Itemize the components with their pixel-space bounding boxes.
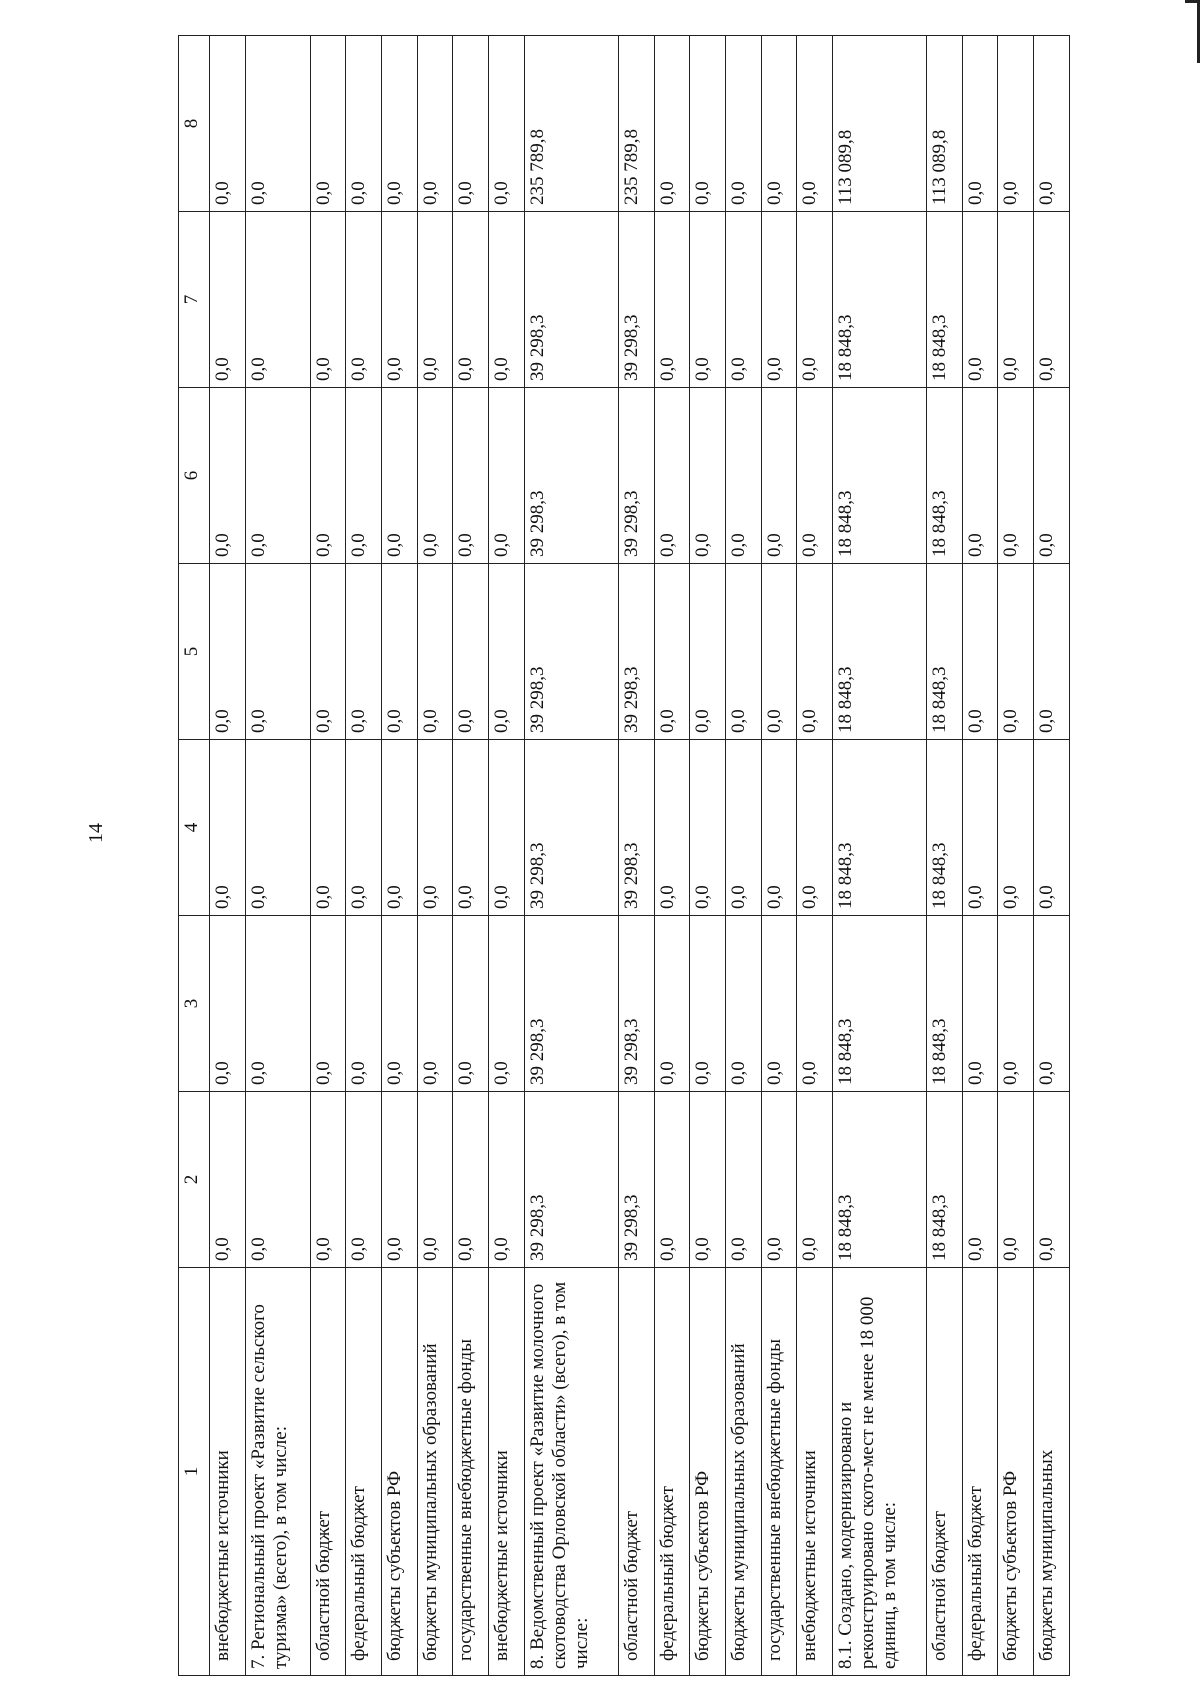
value-cell: 0,0 <box>1034 740 1070 916</box>
value-cell: 0,0 <box>417 564 453 740</box>
value-cell: 0,0 <box>381 1092 417 1268</box>
value-cell: 0,0 <box>310 1092 346 1268</box>
value-cell: 0,0 <box>654 388 690 564</box>
row-label: внебюджетные источники <box>210 1268 246 1676</box>
value-cell: 0,0 <box>310 212 346 388</box>
value-cell: 0,0 <box>245 388 310 564</box>
value-cell: 0,0 <box>1034 564 1070 740</box>
value-cell: 0,0 <box>1034 388 1070 564</box>
row-label: 7. Региональный проект «Развитие сельского туризма» (всего), в том числе: <box>245 1268 310 1676</box>
value-cell: 0,0 <box>417 36 453 212</box>
rotated-table-container <box>178 36 1070 1676</box>
value-cell: 39 298,3 <box>524 388 618 564</box>
value-cell: 0,0 <box>310 740 346 916</box>
value-cell: 0,0 <box>310 36 346 212</box>
value-cell: 0,0 <box>453 36 489 212</box>
value-cell: 0,0 <box>998 916 1034 1092</box>
value-cell: 18 848,3 <box>927 916 963 1092</box>
value-cell: 0,0 <box>1034 36 1070 212</box>
row-label: 8.1. Создано, модернизировано и реконструировано ското-мест не менее 18 000 единиц, в том числе: <box>833 1268 927 1676</box>
value-cell: 0,0 <box>1034 1092 1070 1268</box>
table-row <box>417 36 453 1676</box>
page-number: 14 <box>85 823 107 843</box>
value-cell: 0,0 <box>381 388 417 564</box>
value-cell: 0,0 <box>489 212 525 388</box>
value-cell: 0,0 <box>998 740 1034 916</box>
header-row <box>179 36 210 1676</box>
value-cell: 18 848,3 <box>927 564 963 740</box>
value-cell: 235 789,8 <box>618 36 654 212</box>
value-cell: 0,0 <box>725 740 761 916</box>
value-cell: 18 848,3 <box>927 212 963 388</box>
value-cell: 0,0 <box>310 388 346 564</box>
value-cell: 0,0 <box>210 388 246 564</box>
value-cell: 0,0 <box>453 212 489 388</box>
value-cell: 0,0 <box>761 916 797 1092</box>
header-cell: 6 <box>179 388 210 564</box>
value-cell: 0,0 <box>998 212 1034 388</box>
table-row <box>453 36 489 1676</box>
value-cell: 39 298,3 <box>618 1092 654 1268</box>
row-label: внебюджетные источники <box>797 1268 833 1676</box>
value-cell: 0,0 <box>489 740 525 916</box>
header-cell: 7 <box>179 212 210 388</box>
value-cell: 39 298,3 <box>618 564 654 740</box>
value-cell: 0,0 <box>962 212 998 388</box>
value-cell: 0,0 <box>725 36 761 212</box>
value-cell: 18 848,3 <box>833 564 927 740</box>
value-cell: 0,0 <box>690 212 726 388</box>
table-row <box>210 36 246 1676</box>
value-cell: 0,0 <box>245 212 310 388</box>
value-cell: 0,0 <box>962 1092 998 1268</box>
row-label: бюджеты муниципальных <box>1034 1268 1070 1676</box>
value-cell: 39 298,3 <box>618 740 654 916</box>
table-row <box>1034 36 1070 1676</box>
table-row <box>927 36 963 1676</box>
value-cell: 0,0 <box>346 1092 382 1268</box>
value-cell: 0,0 <box>761 388 797 564</box>
value-cell: 0,0 <box>998 1092 1034 1268</box>
value-cell: 18 848,3 <box>833 1092 927 1268</box>
value-cell: 0,0 <box>998 388 1034 564</box>
value-cell: 0,0 <box>654 212 690 388</box>
value-cell: 39 298,3 <box>618 388 654 564</box>
header-cell: 4 <box>179 740 210 916</box>
value-cell: 0,0 <box>417 212 453 388</box>
budget-table <box>178 35 1070 1676</box>
header-cell: 8 <box>179 36 210 212</box>
table-row <box>346 36 382 1676</box>
value-cell: 18 848,3 <box>927 740 963 916</box>
value-cell: 0,0 <box>346 212 382 388</box>
value-cell: 0,0 <box>489 916 525 1092</box>
value-cell: 0,0 <box>381 36 417 212</box>
value-cell: 0,0 <box>690 36 726 212</box>
value-cell: 0,0 <box>761 212 797 388</box>
value-cell: 0,0 <box>962 388 998 564</box>
table-row <box>761 36 797 1676</box>
row-label: бюджеты субъектов РФ <box>381 1268 417 1676</box>
value-cell: 0,0 <box>654 564 690 740</box>
row-label: государственные внебюджетные фонды <box>453 1268 489 1676</box>
value-cell: 0,0 <box>690 916 726 1092</box>
value-cell: 0,0 <box>310 916 346 1092</box>
header-cell: 5 <box>179 564 210 740</box>
value-cell: 0,0 <box>725 916 761 1092</box>
value-cell: 0,0 <box>690 388 726 564</box>
value-cell: 0,0 <box>210 564 246 740</box>
value-cell: 0,0 <box>797 388 833 564</box>
value-cell: 0,0 <box>453 1092 489 1268</box>
value-cell: 0,0 <box>761 36 797 212</box>
table-row <box>797 36 833 1676</box>
value-cell: 0,0 <box>417 740 453 916</box>
value-cell: 0,0 <box>489 36 525 212</box>
value-cell: 0,0 <box>962 916 998 1092</box>
row-label: бюджеты муниципальных образований <box>417 1268 453 1676</box>
value-cell: 0,0 <box>797 1092 833 1268</box>
value-cell: 39 298,3 <box>524 212 618 388</box>
value-cell: 18 848,3 <box>833 388 927 564</box>
value-cell: 0,0 <box>725 564 761 740</box>
value-cell: 0,0 <box>210 36 246 212</box>
value-cell: 0,0 <box>346 564 382 740</box>
value-cell: 0,0 <box>962 36 998 212</box>
value-cell: 0,0 <box>210 740 246 916</box>
row-label: бюджеты муниципальных образований <box>725 1268 761 1676</box>
value-cell: 0,0 <box>962 564 998 740</box>
value-cell: 0,0 <box>381 916 417 1092</box>
value-cell: 0,0 <box>654 1092 690 1268</box>
value-cell: 0,0 <box>346 740 382 916</box>
table-row <box>833 36 927 1676</box>
table-body <box>210 36 1070 1676</box>
table-row <box>310 36 346 1676</box>
row-label: бюджеты субъектов РФ <box>690 1268 726 1676</box>
value-cell: 0,0 <box>725 1092 761 1268</box>
value-cell: 0,0 <box>998 564 1034 740</box>
value-cell: 0,0 <box>761 1092 797 1268</box>
value-cell: 18 848,3 <box>927 388 963 564</box>
value-cell: 0,0 <box>453 388 489 564</box>
value-cell: 0,0 <box>797 212 833 388</box>
row-label: федеральный бюджет <box>654 1268 690 1676</box>
value-cell: 18 848,3 <box>927 1092 963 1268</box>
value-cell: 0,0 <box>690 564 726 740</box>
value-cell: 0,0 <box>690 1092 726 1268</box>
value-cell: 0,0 <box>453 564 489 740</box>
value-cell: 0,0 <box>797 916 833 1092</box>
value-cell: 0,0 <box>489 388 525 564</box>
value-cell: 235 789,8 <box>524 36 618 212</box>
value-cell: 0,0 <box>761 564 797 740</box>
value-cell: 18 848,3 <box>833 916 927 1092</box>
table-row <box>725 36 761 1676</box>
value-cell: 0,0 <box>654 36 690 212</box>
value-cell: 0,0 <box>245 916 310 1092</box>
value-cell: 39 298,3 <box>618 916 654 1092</box>
value-cell: 0,0 <box>381 564 417 740</box>
value-cell: 0,0 <box>310 564 346 740</box>
value-cell: 0,0 <box>245 740 310 916</box>
header-cell: 3 <box>179 916 210 1092</box>
value-cell: 0,0 <box>654 740 690 916</box>
value-cell: 0,0 <box>761 740 797 916</box>
table-row <box>962 36 998 1676</box>
value-cell: 0,0 <box>245 1092 310 1268</box>
value-cell: 0,0 <box>245 564 310 740</box>
value-cell: 0,0 <box>417 1092 453 1268</box>
value-cell: 0,0 <box>489 564 525 740</box>
row-label: областной бюджет <box>310 1268 346 1676</box>
value-cell: 0,0 <box>346 388 382 564</box>
row-label: 8. Ведомственный проект «Развитие молочного скотоводства Орловской области» (всего), в том числе: <box>524 1268 618 1676</box>
value-cell: 39 298,3 <box>524 740 618 916</box>
value-cell: 39 298,3 <box>524 564 618 740</box>
value-cell: 0,0 <box>346 36 382 212</box>
value-cell: 0,0 <box>998 36 1034 212</box>
value-cell: 39 298,3 <box>524 1092 618 1268</box>
value-cell: 0,0 <box>797 36 833 212</box>
row-label: внебюджетные источники <box>489 1268 525 1676</box>
value-cell: 18 848,3 <box>833 740 927 916</box>
value-cell: 0,0 <box>210 212 246 388</box>
row-label: областной бюджет <box>618 1268 654 1676</box>
table-row <box>998 36 1034 1676</box>
table-row <box>618 36 654 1676</box>
row-label: бюджеты субъектов РФ <box>998 1268 1034 1676</box>
value-cell: 18 848,3 <box>833 212 927 388</box>
page-corner-mark <box>1185 0 1200 63</box>
value-cell: 0,0 <box>1034 916 1070 1092</box>
value-cell: 0,0 <box>210 916 246 1092</box>
row-label: федеральный бюджет <box>962 1268 998 1676</box>
value-cell: 0,0 <box>245 36 310 212</box>
value-cell: 0,0 <box>725 212 761 388</box>
value-cell: 39 298,3 <box>524 916 618 1092</box>
table-row <box>524 36 618 1676</box>
table-row <box>489 36 525 1676</box>
value-cell: 0,0 <box>1034 212 1070 388</box>
header-cell: 1 <box>179 1268 210 1676</box>
value-cell: 0,0 <box>453 740 489 916</box>
value-cell: 0,0 <box>381 212 417 388</box>
value-cell: 0,0 <box>797 740 833 916</box>
value-cell: 0,0 <box>346 916 382 1092</box>
row-label: федеральный бюджет <box>346 1268 382 1676</box>
value-cell: 0,0 <box>210 1092 246 1268</box>
table-row <box>245 36 310 1676</box>
value-cell: 0,0 <box>654 916 690 1092</box>
value-cell: 39 298,3 <box>618 212 654 388</box>
table-row <box>381 36 417 1676</box>
value-cell: 0,0 <box>725 388 761 564</box>
value-cell: 0,0 <box>489 1092 525 1268</box>
value-cell: 0,0 <box>690 740 726 916</box>
header-cell: 2 <box>179 1092 210 1268</box>
value-cell: 113 089,8 <box>927 36 963 212</box>
value-cell: 0,0 <box>797 564 833 740</box>
row-label: областной бюджет <box>927 1268 963 1676</box>
value-cell: 0,0 <box>417 916 453 1092</box>
table-row <box>690 36 726 1676</box>
row-label: государственные внебюджетные фонды <box>761 1268 797 1676</box>
value-cell: 0,0 <box>381 740 417 916</box>
value-cell: 0,0 <box>453 916 489 1092</box>
value-cell: 0,0 <box>417 388 453 564</box>
value-cell: 113 089,8 <box>833 36 927 212</box>
table-row <box>654 36 690 1676</box>
value-cell: 0,0 <box>962 740 998 916</box>
